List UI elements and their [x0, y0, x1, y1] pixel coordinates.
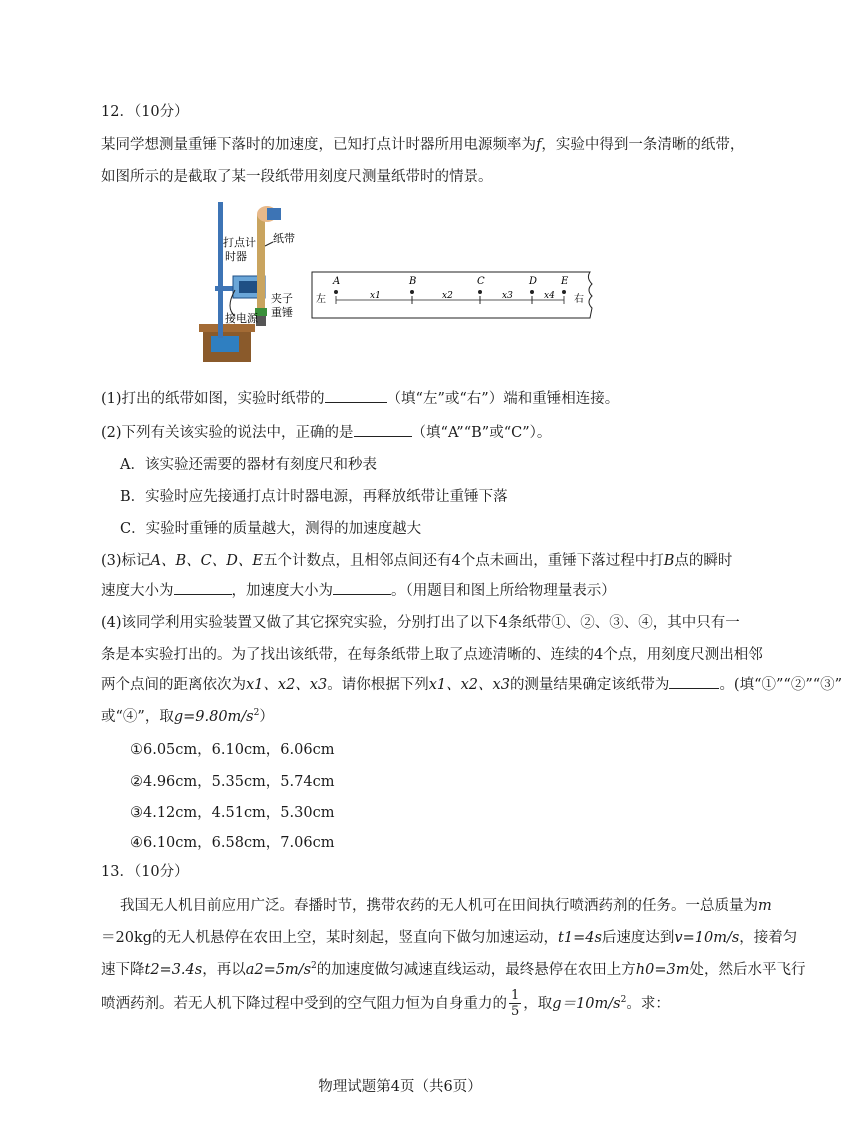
- data-row-2: ②4.96cm，5.35cm，5.74cm: [130, 774, 335, 790]
- label-power: 接电源: [225, 312, 258, 325]
- answer-blank-3a[interactable]: [174, 593, 232, 595]
- q12-intro-line2: 如图所示的是截取了某一段纸带用刻度尺测量纸带时的情景。: [101, 169, 493, 185]
- q12-part1: (1)打出的纸带如图，实验时纸带的 （填“左”或“右”）端和重锤相连接。: [101, 391, 620, 407]
- q12-part4-line3: 两个点间的距离依次为x1、x2、x3。请你根据下列x1、x2、x3的测量结果确定该纸带为 。(填“①”“②”“③”: [101, 677, 842, 693]
- tape-segment-label-3: x3: [502, 291, 513, 301]
- option-b: B．实验时应先接通打点计时器电源，再释放纸带让重锤下落: [120, 489, 508, 505]
- q12-part4-line2: 条是本实验打出的。为了找出该纸带，在每条纸带上取了点迹清晰的、连续的4个点，用刻度尺测出相邻: [101, 647, 763, 663]
- answer-blank-3b[interactable]: [333, 593, 391, 595]
- tape-point-b: [410, 290, 414, 294]
- stand-rod: [218, 202, 223, 338]
- q12-intro-line1: 某同学想测量重锤下落时的加速度，已知打点计时器所用电源频率为f，实验中得到一条清晰的纸带，: [101, 137, 745, 153]
- q12-part4-line1: (4)该同学利用实验装置又做了其它探究实验，分别打出了以下4条纸带①、②、③、④，其中只有一: [101, 615, 740, 631]
- tape-figure: [310, 268, 600, 322]
- q13-line1: 我国无人机目前应用广泛。春播时节，携带农药的无人机可在田间执行喷洒药剂的任务。一总质量为m: [120, 898, 772, 914]
- tape-left-label: 左: [316, 294, 326, 305]
- label-timer2: 时器: [225, 250, 247, 263]
- fraction-one-fifth: $\frac{1}{5}$: [511, 988, 520, 1020]
- paper-tape: [257, 214, 265, 310]
- q12-heading: 12．（10分）: [101, 104, 189, 120]
- tape-point-label-e: E: [561, 276, 569, 287]
- tape-point-label-a: A: [333, 276, 341, 287]
- answer-blank-2[interactable]: [354, 435, 412, 437]
- tape-point-label-b: B: [409, 276, 417, 287]
- answer-blank-4[interactable]: [669, 687, 719, 689]
- data-row-1: ①6.05cm，6.10cm，6.06cm: [130, 742, 335, 758]
- q13-line3: 速下降t2=3.4s，再以$a2=5m/s^2$的加速度做匀减速直线运动，最终悬停在农田上方h0=3m处，然后水平飞行: [101, 961, 806, 978]
- label-weight: 重锤: [271, 306, 293, 319]
- label-timer1: 打点计: [223, 236, 256, 249]
- tape-point-label-c: C: [477, 276, 485, 287]
- q12-part3-line2: 速度大小为 ，加速度大小为 。（用题目和图上所给物理量表示）: [101, 583, 616, 599]
- page-footer: 物理试题第4页（共6页）: [318, 1079, 482, 1095]
- apparatus-figure: [195, 198, 300, 370]
- label-tape: 纸带: [273, 232, 295, 245]
- tape-point-d: [530, 290, 534, 294]
- tape-segment-label-1: x1: [370, 291, 381, 301]
- q13-line4: 喷洒药剂。若无人机下降过程中受到的空气阻力恒为自身重力的 $\frac{1}{5}$ ，取$g=10m/s^2$。求：: [101, 988, 670, 1020]
- data-row-3: ③4.12cm，4.51cm，5.30cm: [130, 805, 335, 821]
- q12-part4-line4: 或“④”，取$g=9.80m/s^2$）: [101, 708, 274, 725]
- tape-segment-label-4: x4: [544, 291, 555, 301]
- option-a: A．该实验还需要的器材有刻度尺和秒表: [120, 457, 377, 473]
- q12-part2: (2)下列有关该实验的说法中，正确的是 （填“A”“B”或“C”）。: [101, 425, 552, 441]
- q13-heading: 13．（10分）: [101, 864, 189, 880]
- tape-segment-label-2: x2: [442, 291, 453, 301]
- tape-right-label: 右: [574, 294, 584, 305]
- option-c: C．实验时重锤的质量越大，测得的加速度越大: [120, 521, 422, 537]
- tape-point-label-d: D: [529, 276, 538, 287]
- answer-blank-1[interactable]: [325, 401, 387, 403]
- tape-point-e: [562, 290, 566, 294]
- data-row-4: ④6.10cm，6.58cm，7.06cm: [130, 835, 335, 851]
- label-clip: 夹子: [271, 292, 293, 305]
- q12-part3-line1: (3)标记A、B、C、D、E五个计数点，且相邻点间还有4个点未画出，重锤下落过程中打B点的瞬时: [101, 553, 733, 569]
- tape-point-a: [334, 290, 338, 294]
- q13-line2: ＝20kg的无人机悬停在农田上空，某时刻起，竖直向下做匀加速运动，t1=4s后速度达到v=10m/s，接着匀: [101, 930, 798, 946]
- tape-point-c: [478, 290, 482, 294]
